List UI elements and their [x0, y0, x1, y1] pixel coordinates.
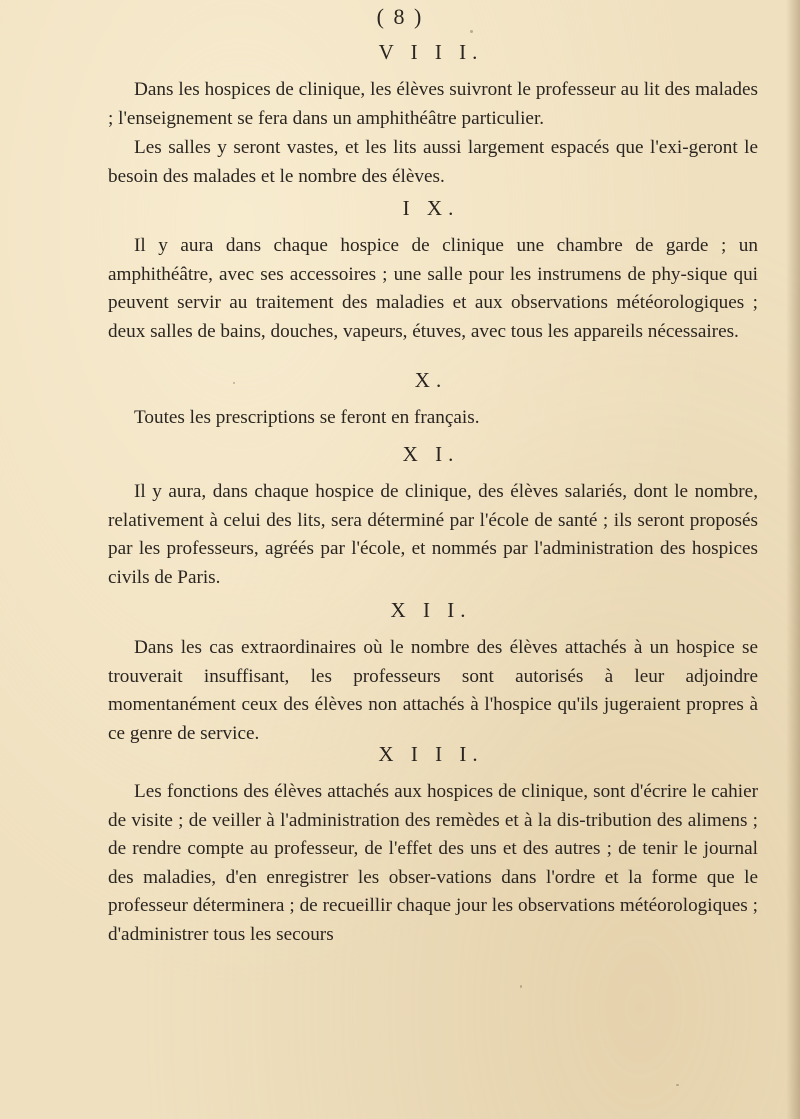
article-heading-xiii: X I I I.	[378, 742, 484, 766]
article-heading-xii: X I I.	[390, 598, 472, 622]
article-viii-paragraph-2: Les salles y seront vastes, et les lits aussi largement espacés que l'exi-geront le besoin des malades et le nombre des élèves.	[108, 137, 758, 187]
article-xi-paragraph-1: Il y aura, dans chaque hospice de clinique, des élèves salariés, dont le nombre, relativement à celui des lits, sera déterminé par l'école de santé ; ils seront proposés par les professeurs, agréés par l'école, et nommés par l'administration des hospices civils de Paris.	[108, 481, 758, 588]
paper-speck	[470, 30, 473, 33]
page-number: ( 8 )	[376, 4, 424, 29]
article-heading-ix: I X.	[402, 196, 460, 220]
article-ix-paragraph-1: Il y aura dans chaque hospice de clinique une chambre de garde ; un amphithéâtre, avec ses accessoires ; une salle pour les instrumens de phy-sique qui peuvent servir au traitement des maladies et aux observations météorologiques ; deux salles de bains, douches, vapeurs, étuves, avec tous les appareils nécessaires.	[108, 235, 758, 342]
paper-speck	[520, 985, 522, 988]
article-heading-x: X.	[414, 368, 448, 392]
article-heading-viii: V I I I.	[378, 40, 484, 64]
article-heading-xi: X I.	[402, 442, 460, 466]
article-xii-paragraph-1: Dans les cas extraordinaires où le nombre des élèves attachés à un hospice se trouverait insuffisant, les professeurs sont autorisés à leur adjoindre momentanément ceux des élèves non attachés à l'hospice qu'ils jugeraient propres à ce genre de service.	[108, 637, 758, 744]
page-edge-shadow	[786, 0, 800, 1119]
paper-speck	[233, 382, 235, 384]
article-xiii-paragraph-1: Les fonctions des élèves attachés aux hospices de clinique, sont d'écrire le cahier de visite ; de veiller à l'administration des remèdes et à la dis-tribution des alimens ; de rendre compte au professeur, de l'effet des uns et des autres ; de tenir le journal des maladies, d'en enregistrer les obser-vations dans l'ordre et la forme que le professeur déterminera ; de recueillir chaque jour les observations météorologiques ; d'administrer tous les secours	[108, 781, 758, 945]
article-viii-paragraph-1: Dans les hospices de clinique, les élèves suivront le professeur au lit des malades ; l'enseignement se fera dans un amphithéâtre particulier.	[108, 79, 758, 129]
paper-speck	[676, 1084, 679, 1086]
article-x-paragraph-1: Toutes les prescriptions se feront en français.	[134, 407, 480, 428]
